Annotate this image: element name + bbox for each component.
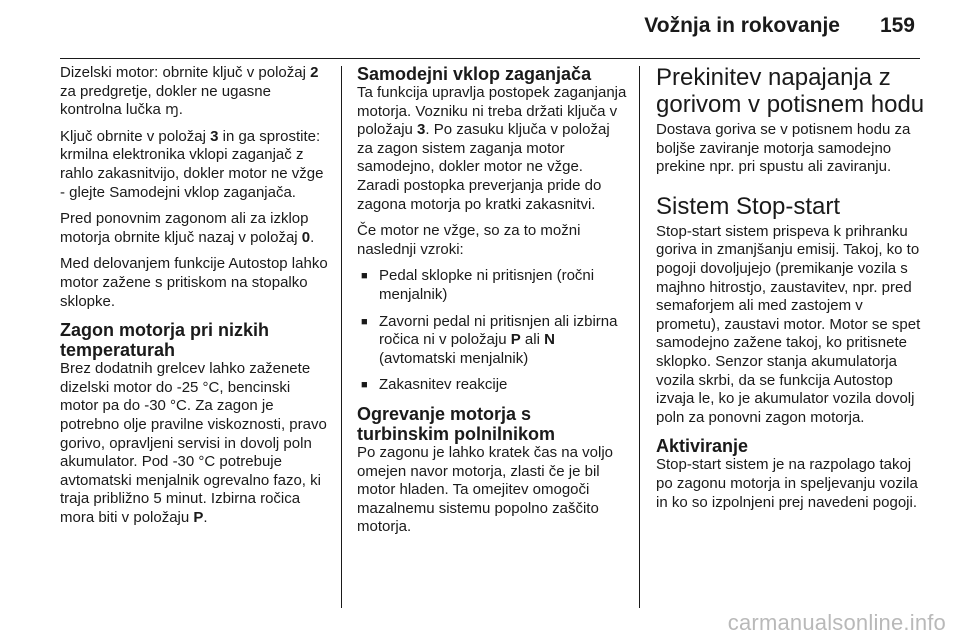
heading-low-temperature-start: Zagon motorja pri nizkih temperaturah (60, 320, 270, 361)
paragraph-autostop-clutch: Med delovanjem funkcije Autostop lahko motor zažene s pritiskom na stopalko sklopke. (60, 255, 328, 310)
paragraph-key-position-0: Pred ponovnim zagonom ali za izklop motorja obrnite ključ nazaj v položaj 0. (60, 210, 315, 246)
paragraph-key-position-3: Ključ obrnite v položaj 3 in ga sprostite: krmilna elektronika vklopi zaganjač z rahlo zakasnitvijo, dokler motor ne vžge - glejte Samodejni vklop zaganjača. (60, 127, 324, 201)
page-number: 159 (879, 14, 915, 37)
glow-plug-icon: ɱ (165, 102, 179, 119)
paragraph-low-temperature: Brez dodatnih grelcev lahko zaženete dizelski motor do -25 °C, bencinski motor pa do -30 °C. Za zagon je potrebno olje pravilne viskoznosti, pravo gorivo, opravljeni servisi in dovolj poln akumulator. Pod -30 °C potrebuje avtomatski menjalnik ogrevalno fazo, ki traja približno 5 minut. Izbirna ročica mora biti v položaju P. (60, 360, 327, 526)
column-2 (357, 64, 627, 545)
header-rule (60, 58, 920, 59)
column-3 (656, 64, 926, 520)
header-title: Vožnja in rokovanje (644, 14, 840, 37)
paragraph-stop-start: Stop-start sistem prispeva k prihranku goriva in zmanjšanju emisij. Takoj, ko to pogoji dovoljujejo (premikanje vozila s majhno hitrostjo, zaustavitev, npr. pred semaforjem ali med zastojem v prometu), zaustavi motor. Motor se spet samodejno zažene takoj, ko pritisnete sklopko. Senzor stanja akumulatorja vozila skrbi, da se funkcija Autostop izvaja le, ko je akumulator vozila dovolj poln za ponovni zagon motorja. (656, 222, 921, 426)
list-item: ■ Zavorni pedal ni pritisnjen ali izbirna ročica ni v položaju P ali N (avtomatski menjalnik) (357, 313, 627, 369)
watermark: carmanualsonline.info (727, 610, 946, 635)
column-1 (60, 64, 330, 535)
causes-list (357, 267, 627, 395)
heading-automatic-starter: Samodejni vklop zaganjača (357, 64, 592, 84)
heading-activation: Aktiviranje (656, 436, 749, 457)
paragraph-activation: Stop-start sistem je na razpolago takoj po zagonu motorja in speljevanju vozila in ko so izpolnjeni prej navedeni pogoji. (656, 456, 918, 511)
paragraph-turbo-warmup: Po zagonu je lahko kratek čas na voljo omejen navor motorja, zlasti če je bil motor hladen. Ta omejitev omogoči mazalnemu sistemu popolno zaščito motorja. (357, 443, 613, 536)
heading-fuel-cutoff: Prekinitev napajanja z gorivom v potisnem hodu (656, 64, 925, 118)
page-header (0, 14, 915, 38)
heading-stop-start-system: Sistem Stop-start (656, 192, 841, 220)
column-divider-1 (341, 66, 342, 608)
paragraph-diesel-preheat: Dizelski motor: obrnite ključ v položaj 2 za predgretje, dokler ne ugasne kontrolna lučka ɱ. (60, 64, 319, 119)
list-item: ■ Pedal sklopke ni pritisnjen (ročni menjalnik) (357, 267, 627, 304)
paragraph-fuel-cutoff: Dostava goriva se v potisnem hodu za boljše zaviranje motorja samodejno prekine npr. pri spustu ali zaviranju. (656, 121, 911, 176)
list-item: ■ Zakasnitev reakcije (357, 376, 627, 395)
paragraph-automatic-starter: Ta funkcija upravlja postopek zaganjanja motorja. Vozniku ni treba držati ključa v položaju 3. Po zasuku ključa v položaj za zagon sistem zaganja motor samodejno, dokler motor ne vžge. Zaradi postopka preverjanja pride do zagona motorja po kratki zakasnitvi. (357, 84, 627, 213)
paragraph-possible-causes: Če motor ne vžge, so za to možni naslednji vzroki: (357, 222, 581, 258)
heading-turbo-warmup: Ogrevanje motorja s turbinskim polnilnikom (357, 403, 556, 444)
column-divider-2 (639, 66, 640, 608)
